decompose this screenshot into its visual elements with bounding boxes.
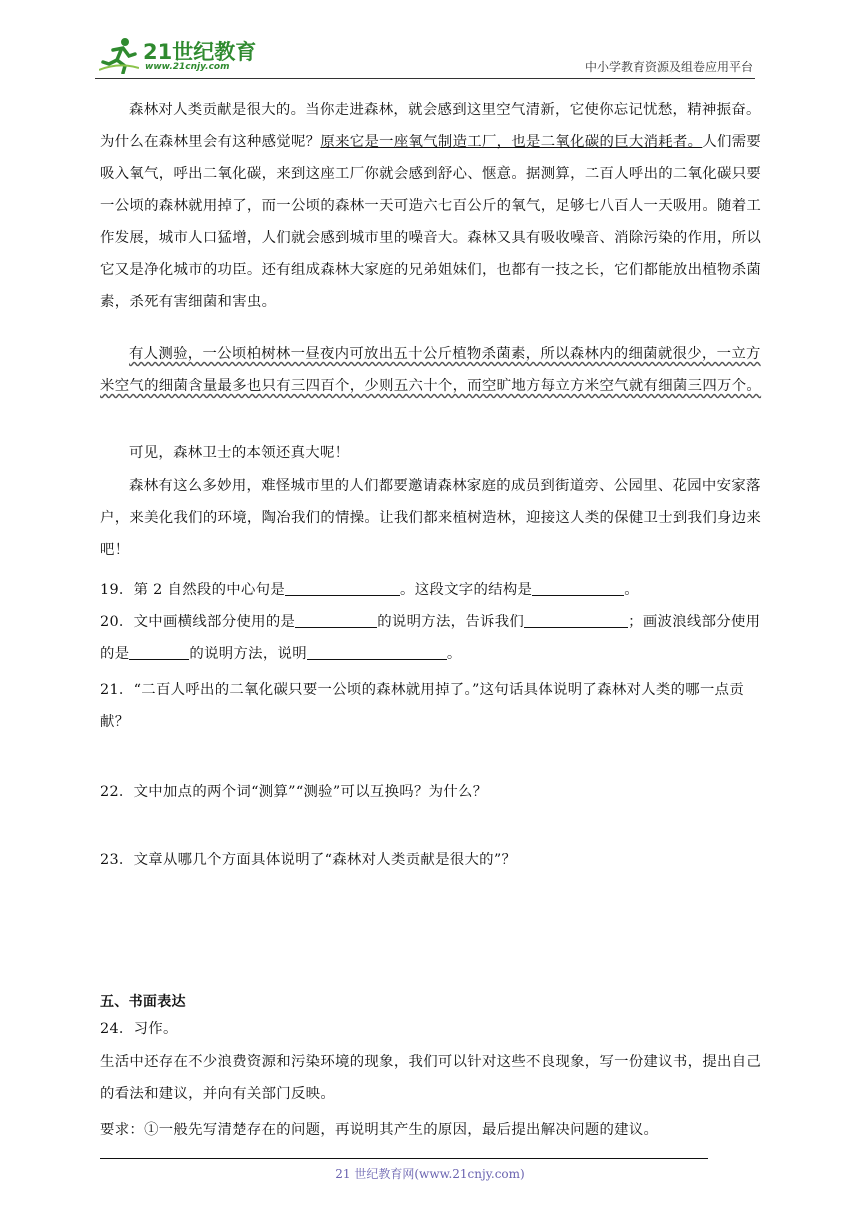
question-19: 19．第 2 自然段的中心句是 。这段文字的结构是 。	[100, 574, 765, 606]
question-20: 20．文中画横线部分使用的是 的说明方法，告诉我们 ；画波浪线部分使用的是 的说明方法，说明 。	[100, 606, 765, 670]
writing-prompt: 生活中还存在不少浪费资源和污染环境的现象，我们可以针对这些不良现象，写一份建议书，提出自己的看法和建议，并向有关部门反映。	[100, 1054, 762, 1102]
answer-blank[interactable]	[285, 579, 400, 596]
passage-paragraph-3: 可见，森林卫士的本领还真大呢！	[129, 445, 350, 461]
passage-paragraph-2	[100, 338, 765, 402]
answer-blank[interactable]	[524, 611, 628, 628]
footer-divider	[100, 1158, 708, 1159]
answer-blank[interactable]	[295, 611, 377, 628]
page-footer[interactable]: 21 世纪教育网(www.21cnjy.com)	[335, 1167, 525, 1181]
dotted-word-suan: 算 ·	[555, 166, 570, 182]
logo-text: 21世纪教育	[143, 40, 257, 64]
underlined-sentence: 原来它是一座氧气制造工厂，也是二氧化碳的巨大消耗者。	[320, 134, 703, 150]
wavy-underlined-text: 有人测验，一公顷柏树林一昼夜内可放出五十公斤植物杀菌素，所以森林内的细菌就很少，一立方米空气的细菌含量最多也只有三四百个，少则五六十个，而空旷地方每立方米空气就有细菌三四万个。	[100, 346, 762, 394]
question-22: 22．文中加点的两个词“测算”“测验”可以互换吗？为什么？	[100, 784, 488, 800]
passage-paragraph-1: 森林对人类贡献是很大的。当你走进森林，就会感到这里空气清新，它使你忘记忧愁，精神振奋。为什么在森林里会有这种感觉呢？原来它是一座氧气制造工厂，也是二氧化碳的巨大消耗者。人们需要吸入氧气，呼出二氧化碳，来到这座工厂你就会感到舒心、惬意。据测算 ·，二百人呼出的二氧化碳只要一公顷的森林就用掉了，而一公顷的森林一天可造六七百公斤的氧气，足够七八百人一天吸用。随着工作发展，城市人口猛增，人们就会感到城市里的噪音大。森林又具有吸收噪音、消除污染的作用，所以它又是净化城市的功臣。还有组成森林大家庭的兄弟姐妹们，也都有一技之长，它们都能放出植物杀菌素，杀死有害细菌和害虫。	[100, 94, 765, 318]
page-header	[95, 30, 755, 79]
platform-name: 中小学教育资源及组卷应用平台	[584, 60, 753, 74]
question-24: 24．习作。	[100, 1021, 178, 1037]
site-logo[interactable]	[95, 34, 265, 74]
question-21: 21．“二百人呼出的二氧化碳只要一公顷的森林就用掉了。”这句话具体说明了森林对人类的哪一点贡献？	[100, 682, 745, 730]
writing-requirement: 要求：①一般先写清楚存在的问题，再说明其产生的原因，最后提出解决问题的建议。	[100, 1122, 659, 1138]
logo-url: www.21cnjy.com	[145, 62, 230, 72]
answer-blank[interactable]	[129, 643, 189, 660]
section-title-writing: 五、书面表达	[100, 994, 186, 1010]
question-23: 23．文章从哪几个方面具体说明了“森林对人类贡献是很大的”？	[100, 852, 517, 868]
answer-blank[interactable]	[307, 643, 447, 660]
passage-paragraph-4: 森林有这么多妙用，难怪城市里的人们都要邀请森林家庭的成员到街道旁、公园里、花园中安家落户，来美化我们的环境，陶冶我们的情操。让我们都来植树造林，迎接这人类的保健卫士到我们身边来吧！	[100, 478, 762, 558]
answer-blank[interactable]	[532, 579, 624, 596]
runner-icon	[99, 36, 139, 74]
